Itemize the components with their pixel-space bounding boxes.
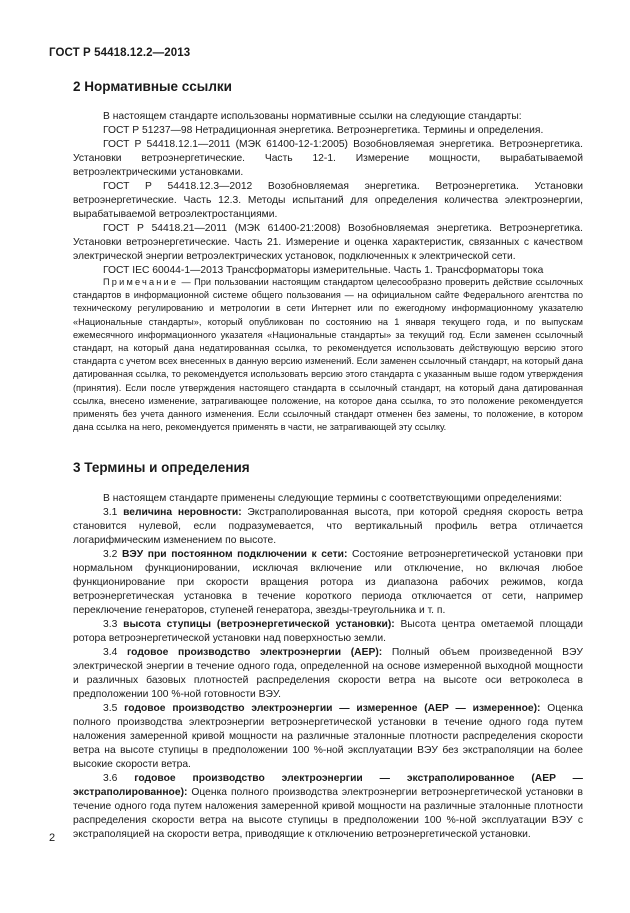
section-3-body [73, 492, 583, 842]
note-label: Примечание [103, 277, 179, 287]
term-text: Оценка полного производства электроэнергии ветроэнергетической установки в течение одного года путем наложения замеренной кривой мощности на различные эталонные плотности распределения скорости ветра на высоте ступицы в предположении 100 %-ной эксплуатации ВЭУ без экстраполяции на более высокие скорости ветра. [73, 703, 583, 770]
page-number: 2 [49, 832, 56, 844]
term-text: Оценка полного производства электроэнергии ветроэнергетической установки в течение одного года путем наложения замеренной кривой мощности на различные эталонные плотности распределения скорости ветра на высоте ступицы в предположении 100 %-ной эксплуатации ВЭУ с экстраполяцией на скорости ветра, приводящие к отключению ветроэнергетической установки. [73, 787, 583, 840]
term-number: 3.3 [103, 619, 118, 630]
term-definition [73, 702, 583, 772]
term-name: годовое производство электроэнергии (AEP): [127, 647, 383, 658]
term-definition [73, 772, 583, 842]
reference-item: ГОСТ Р 54418.12.3—2012 Возобновляемая энергетика. Ветроэнергетика. Установки ветроэнергетические. Часть 12.3. Методы испытаний для определения количества электроэнергии, вырабатываемой ветроэлектростанциями. [73, 181, 583, 220]
term-text: Экстраполированная высота, при которой средняя скорость ветра становится нулевой, если подразумевается, что вертикальный профиль ветра отличается логарифмическим изменением по высоте. [73, 507, 583, 546]
section-3-intro: В настоящем стандарте применены следующие термины с соответствующими определениями: [103, 493, 563, 504]
reference-item: ГОСТ Р 54418.21—2011 (МЭК 61400-21:2008) Возобновляемая энергетика. Ветроэнергетика. Установки ветроэнергетические. Часть 21. Измерение и оценка характеристик, связанных с качеством электрической энергии ветроэлектрических установок, подключенных к электрической сети. [73, 223, 583, 262]
term-name: величина неровности: [123, 507, 242, 518]
term-number: 3.6 [103, 773, 118, 784]
term-definition [73, 646, 583, 702]
note-block [73, 276, 583, 434]
term-number: 3.5 [103, 703, 118, 714]
term-text: Высота центра ометаемой площади ротора ветроэнергетической установки над поверхностью земли. [73, 619, 583, 644]
term-number: 3.2 [103, 549, 118, 560]
note-text: — При пользовании настоящим стандартом целесообразно проверить действие ссылочных стандартов в информационной системе общего пользования — на официальном сайте Федерального агентства по техническому регулированию и метрологии в сети Интернет или по ежегодному информационному указателю «Национальные стандарты», который опубликован по состоянию на 1 января текущего года, и по выпускам ежемесячного информационного указателя «Национальные стандарты» за текущий год. Если заменен ссылочный стандарт, на который дана недатированная ссылка, то рекомендуется использовать действующую версию этого стандарта с учетом всех внесенных в данную версию изменений. Если заменен ссылочный стандарт, на который дана датированная ссылка, то рекомендуется использовать версию этого стандарта с указанным выше годом утверждения (принятия). Если после утверждения настоящего стандарта в ссылочный стандарт, на который дана датированная ссылка, внесено изменение, затрагивающее положение, на которое дана ссылка, то это положение рекомендуется применять без учета данного изменения. Если ссылочный стандарт отменен без замены, то положение, в котором дана ссылка на него, рекомендуется применять в части, не затрагивающей эту ссылку. [73, 277, 583, 433]
reference-item: ГОСТ Р 54418.12.1—2011 (МЭК 61400-12-1:2005) Возобновляемая энергетика. Ветроэнергетика. Установки ветроэнергетические. Часть 12-1. Измерение мощности, вырабатываемой ветроэлектрическими установками. [73, 139, 583, 178]
term-name: ВЭУ при постоянном подключении к сети: [121, 549, 348, 560]
term-definition [73, 618, 583, 646]
term-definition [73, 548, 583, 618]
term-text: Состояние ветроэнергетической установки при нормальном функционировании, исключая включение или отключение, но включая любое функционирование при скорости вращения ротора из диапазона рабочих режимов, когда ветроэнергетическая установка в течение короткого периода отключается от сети, например переключение генераторов, ступеней генератора, звезды-треугольника и т. п. [73, 549, 583, 616]
reference-item: ГОСТ Р 51237—98 Нетрадиционная энергетика. Ветроэнергетика. Термины и определения. [103, 125, 544, 136]
term-definition [73, 506, 583, 548]
section-2-title: 2 Нормативные ссылки [73, 79, 232, 94]
term-number: 3.1 [103, 507, 118, 518]
term-name: годовое производство электроэнергии — измеренное (AEP — измеренное): [124, 703, 541, 714]
reference-item: ГОСТ IEC 60044-1—2013 Трансформаторы измерительные. Часть 1. Трансформаторы тока [103, 265, 544, 276]
section-2-intro: В настоящем стандарте использованы нормативные ссылки на следующие стандарты: [103, 111, 522, 122]
term-number: 3.4 [103, 647, 118, 658]
term-name: годовое производство электроэнергии — экстраполированное (AEP — экстраполированное): [73, 773, 583, 798]
term-text: Полный объем произведенной ВЭУ электрической энергии в течение одного года, определенной на основе измеренной выходной мощности и различных базовых плотностей распределения скорости ветра на высоте оси ветроколеса в предположении 100 %-ной готовности ВЭУ. [73, 647, 583, 700]
section-2-body [73, 110, 583, 278]
document-header: ГОСТ Р 54418.12.2—2013 [49, 47, 191, 59]
term-name: высота ступицы (ветроэнергетической установки): [123, 619, 395, 630]
section-3-title: 3 Термины и определения [73, 460, 250, 475]
